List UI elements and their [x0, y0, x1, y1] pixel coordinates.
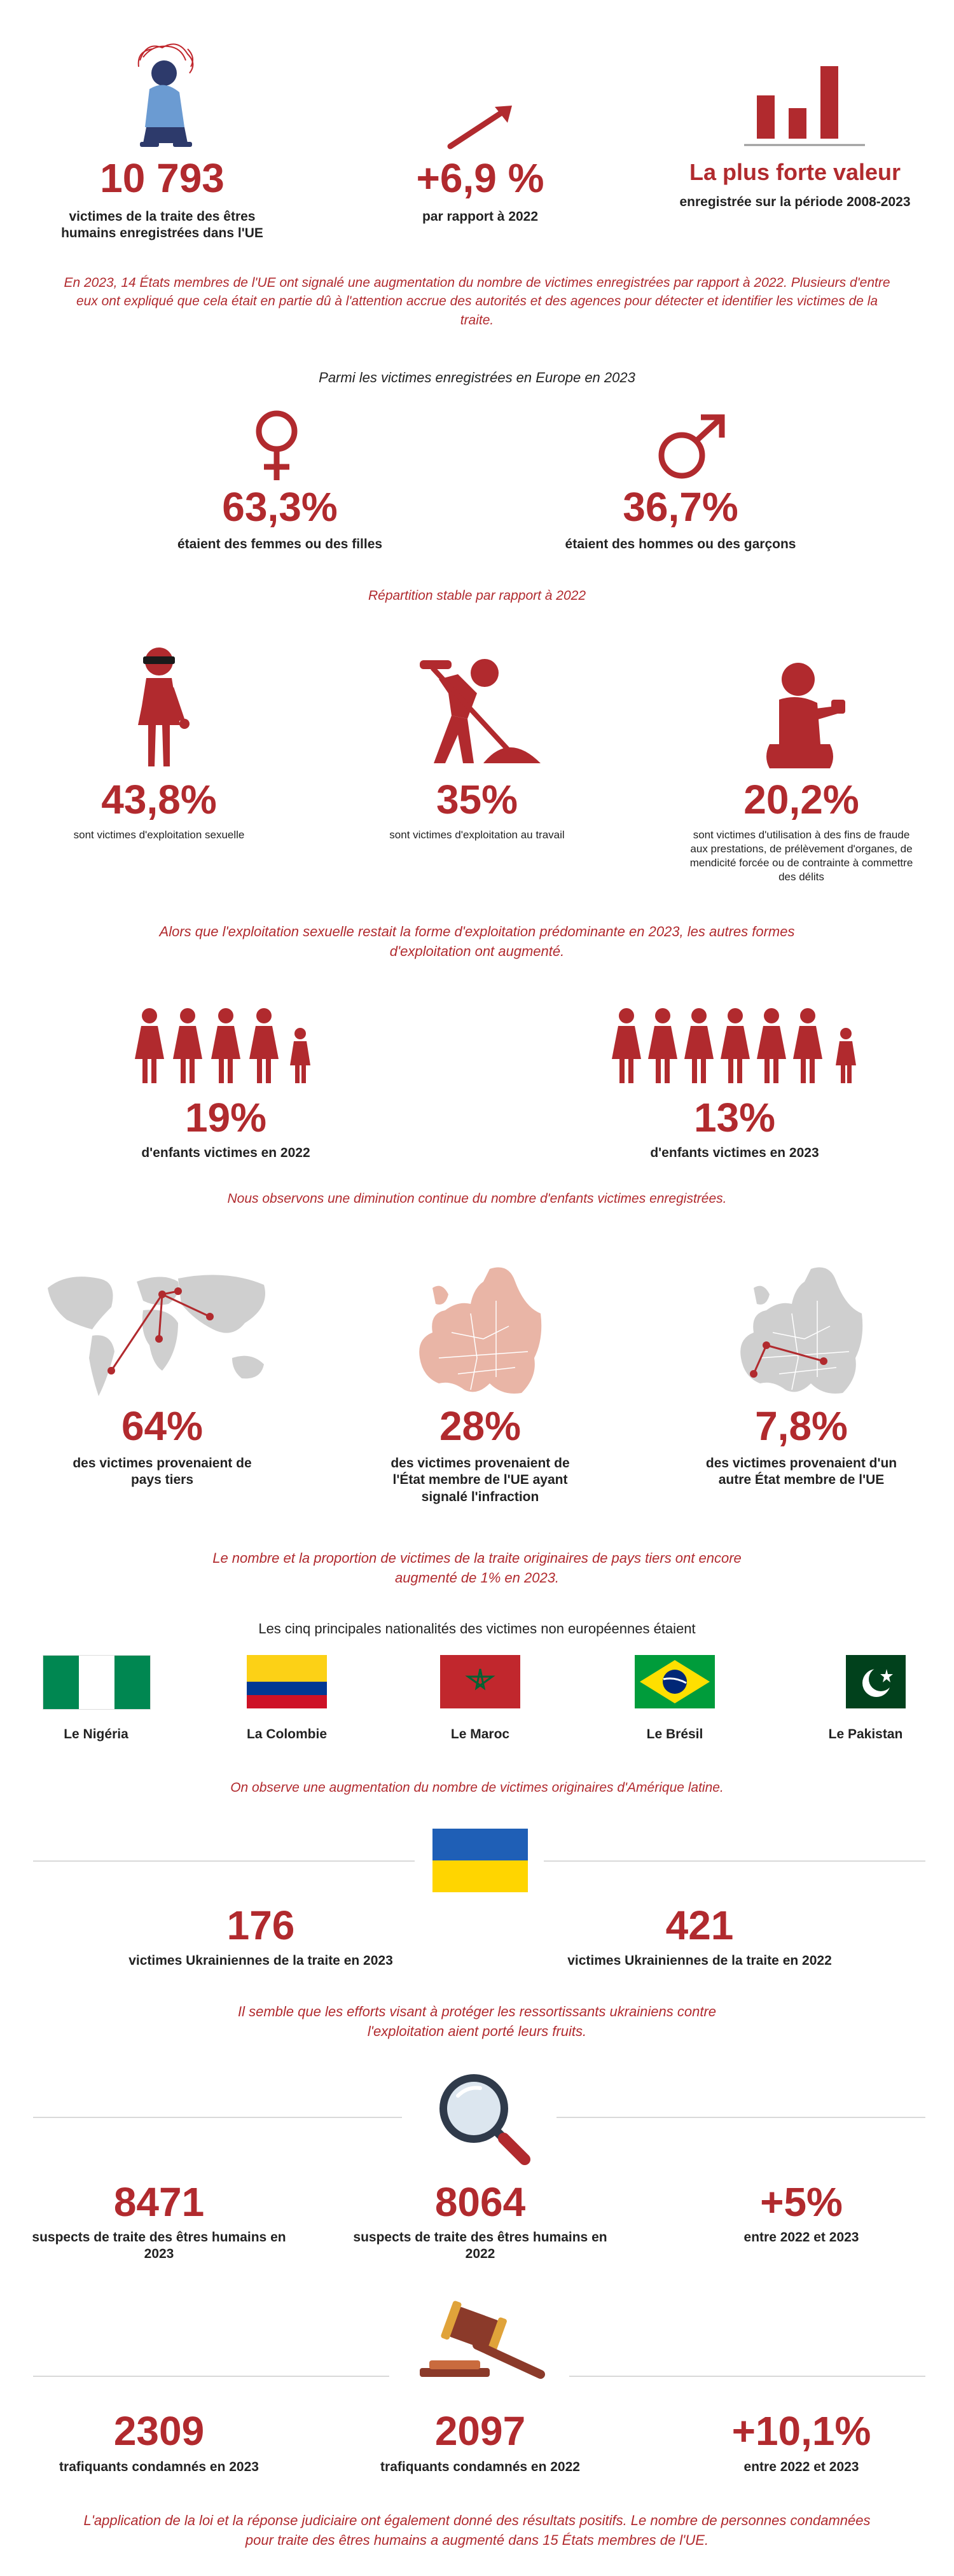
flag-nigeria	[43, 1655, 151, 1710]
divider	[33, 2117, 402, 2118]
same-country-value: 28%	[439, 1403, 522, 1449]
suspects-2022-label: suspects de traite des êtres humains en 2022	[353, 2230, 607, 2262]
europe-map-salmon-icon	[413, 1263, 547, 1399]
flag-pakistan	[826, 1655, 906, 1708]
europe-map-grey-icon	[735, 1263, 868, 1399]
convictions-2022-label: trafiquants condamnés en 2022	[380, 2460, 580, 2474]
nationality-label: Le Brésil	[646, 1727, 703, 1742]
bar-chart-icon	[744, 64, 865, 149]
ukraine-2022-value: 421	[665, 1902, 734, 1948]
children-2023-label: d'enfants victimes en 2023	[650, 1146, 819, 1160]
third-country-label: des victimes provenaient de pays tiers	[73, 1456, 252, 1488]
trend-arrow-icon	[445, 100, 518, 151]
begging-person-icon	[760, 661, 849, 770]
nationalities-heading: Les cinq principales nationalités des victimes non européennes étaient	[258, 1621, 696, 1637]
flag-brazil	[635, 1655, 715, 1708]
ukraine-2023-value: 176	[226, 1902, 295, 1948]
highest-value-label: enregistrée sur la période 2008-2023	[679, 195, 911, 209]
other-exploitation-label: sont victimes d'utilisation à des fins de fraude aux prestations, de prélèvement d'organes, de mendicité forcée ou de contrainte à commettre des délits	[689, 829, 913, 883]
convictions-change-value: +10,1%	[731, 2408, 871, 2454]
victims-total-value: 10 793	[100, 155, 225, 201]
suspects-change-label: entre 2022 et 2023	[743, 2230, 859, 2245]
convictions-2023-label: trafiquants condamnés en 2023	[59, 2460, 259, 2474]
same-country-label: des victimes provenaient de l'État membre de l'UE ayant signalé l'infraction	[391, 1456, 570, 1504]
children-2022-value: 19%	[184, 1095, 267, 1140]
male-label: étaient des hommes ou des garçons	[565, 537, 796, 551]
flag-ukraine	[432, 1829, 528, 1892]
suspects-2023-label: suspects de traite des êtres humains en 2023	[32, 2230, 286, 2262]
flag-morocco	[440, 1655, 520, 1708]
origin-note: Le nombre et la proportion de victimes de la traite originaires de pays tiers ont encore augmenté de 1% en 2023.	[212, 1550, 742, 1586]
suspects-2023-value: 8471	[113, 2179, 205, 2225]
nationality-label: Le Pakistan	[828, 1727, 903, 1742]
nationalities-note: On observe une augmentation du nombre de victimes originaires d'Amérique latine.	[230, 1780, 724, 1795]
world-map-icon	[41, 1269, 277, 1402]
suspects-change-value: +5%	[760, 2179, 843, 2225]
convictions-note: L'application de la loi et la réponse judiciaire ont également donné des résultats positifs. Le nombre de personnes condamnées pour traite des êtres humains a augmenté dans 15 États membres de l'UE.	[83, 2512, 871, 2548]
suspects-2022-value: 8064	[434, 2179, 526, 2225]
female-value: 63,3%	[222, 484, 338, 530]
convictions-2022-value: 2097	[434, 2408, 526, 2454]
sexual-exploitation-label: sont victimes d'exploitation sexuelle	[73, 829, 245, 841]
nationality-label: Le Maroc	[450, 1727, 510, 1742]
ukraine-note: Il semble que les efforts visant à protéger les ressortissants ukrainiens contre l'exploitation aient porté leurs fruits.	[237, 2004, 717, 2039]
convictions-change-label: entre 2022 et 2023	[743, 2460, 859, 2474]
highest-value-title: La plus forte valeur	[689, 159, 901, 185]
third-country-value: 64%	[121, 1403, 204, 1449]
children-note: Nous observons une diminution continue du nombre d'enfants victimes enregistrées.	[227, 1191, 727, 1206]
divider	[33, 2376, 389, 2377]
victims-total-label: victimes de la traite des êtres humains enregistrées dans l'UE	[61, 209, 263, 241]
digging-worker-icon	[413, 655, 547, 770]
female-icon	[251, 407, 302, 483]
male-icon	[655, 412, 728, 482]
ukraine-2023-label: victimes Ukrainiennes de la traite en 2023	[128, 1953, 393, 1968]
convictions-2023-value: 2309	[113, 2408, 205, 2454]
divider	[569, 2376, 925, 2377]
other-member-state-label: des victimes provenaient d'un autre État membre de l'UE	[705, 1456, 897, 1488]
male-value: 36,7%	[623, 484, 738, 530]
labour-exploitation-label: sont victimes d'exploitation au travail	[389, 829, 565, 841]
other-member-state-value: 7,8%	[755, 1403, 848, 1449]
nationality-label: La Colombie	[246, 1727, 327, 1742]
intro-note: En 2023, 14 États membres de l'UE ont signalé une augmentation du nombre de victimes enregistrées par rapport à 2022. Plusieurs d'entre eux ont expliqué que cela était en partie dû à l'attention accrue des autorités et des agences pour détecter et identifier les victimes de la traite.	[64, 275, 890, 328]
increase-value: +6,9 %	[416, 155, 544, 201]
distressed-person-icon	[114, 35, 216, 153]
gavel-icon	[413, 2299, 553, 2388]
other-exploitation-value: 20,2%	[743, 777, 859, 822]
divider	[33, 1860, 415, 1862]
gender-note: Répartition stable par rapport à 2022	[368, 588, 586, 603]
children-2022-label: d'enfants victimes en 2022	[141, 1146, 310, 1160]
exploitation-note: Alors que l'exploitation sexuelle restait la forme d'exploitation prédominante en 2023, les autres formes d'exploitation ont augmenté.	[159, 924, 795, 959]
ukraine-2022-label: victimes Ukrainiennes de la traite en 2022	[567, 1953, 832, 1968]
blindfolded-woman-icon	[124, 642, 194, 770]
gender-heading: Parmi les victimes enregistrées en Europe en 2023	[319, 370, 635, 385]
flag-colombia	[247, 1655, 327, 1708]
magnifying-glass-icon	[432, 2070, 534, 2172]
divider	[556, 2117, 925, 2118]
children-2023-value: 13%	[693, 1095, 776, 1140]
sexual-exploitation-value: 43,8%	[101, 777, 217, 822]
labour-exploitation-value: 35%	[436, 777, 518, 822]
increase-label: par rapport à 2022	[422, 209, 539, 224]
children-2023-people-icon	[611, 1008, 865, 1084]
divider	[544, 1860, 925, 1862]
nationality-label: Le Nigéria	[64, 1727, 128, 1742]
children-2022-people-icon	[134, 1008, 324, 1084]
female-label: étaient des femmes ou des filles	[177, 537, 383, 551]
